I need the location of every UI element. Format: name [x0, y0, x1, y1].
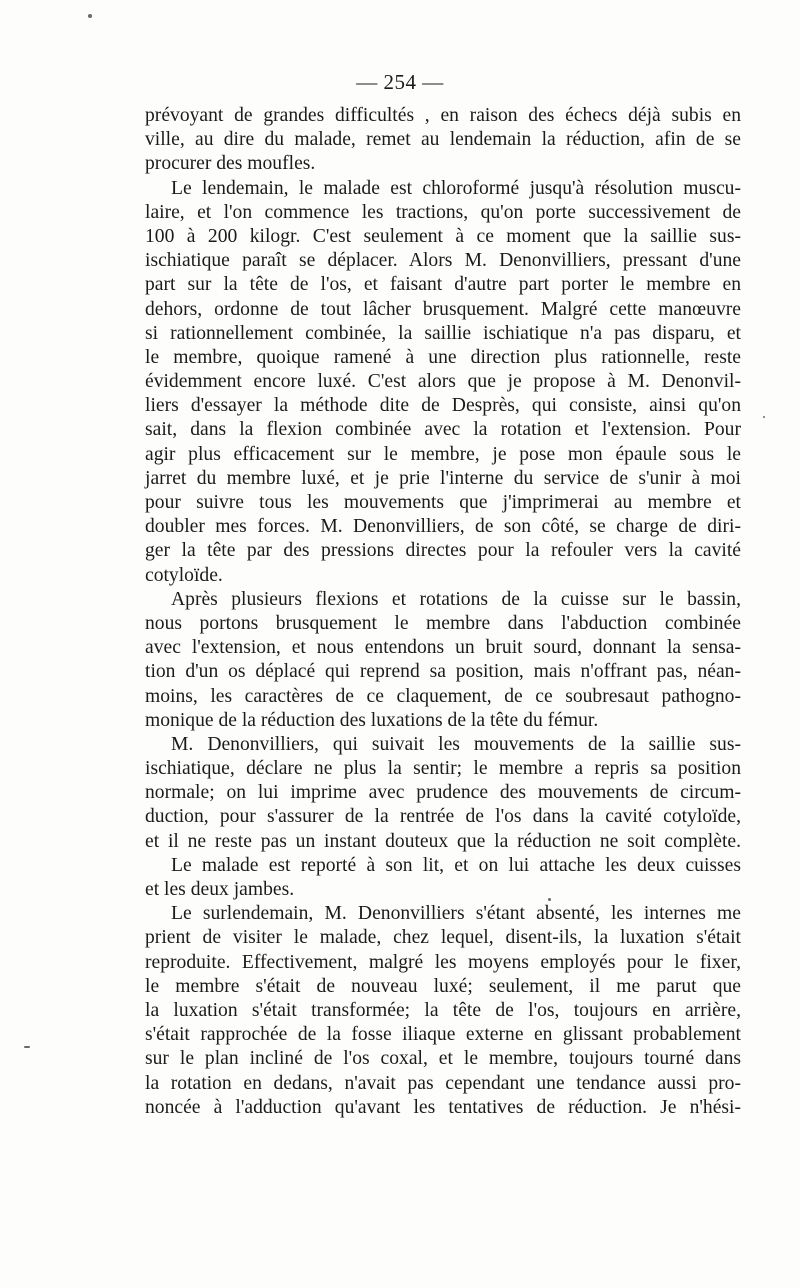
text-line: Le lendemain, le malade est chloroformé jusqu'à résolution muscu-: [171, 177, 741, 199]
text-line: nous portons brusquement le membre dans l'abduction combinée: [145, 612, 741, 634]
text-line: liers d'essayer la méthode dite de Desprès, qui consiste, ainsi qu'on: [145, 395, 741, 417]
text-line: et il ne reste pas un instant douteux que la réduction ne soit complète.: [145, 830, 741, 852]
text-line: 100 à 200 kilogr. C'est seulement à ce moment que la saillie sus-: [145, 225, 741, 247]
text-line: prévoyant de grandes difficultés , en raison des échecs déjà subis en: [145, 105, 741, 126]
text-line: et les deux jambes.: [145, 879, 295, 900]
text-line: noncée à l'adduction qu'avant les tentatives de réduction. Je n'hési-: [145, 1096, 741, 1118]
text-line: duction, pour s'assurer de la rentrée de l'os dans la cavité cotyloïde,: [145, 806, 741, 828]
text-line: sait, dans la flexion combinée avec la rotation et l'extension. Pour: [145, 419, 741, 441]
text-line: jarret du membre luxé, et je prie l'interne du service de s'unir à moi: [145, 467, 741, 489]
body-text: [145, 104, 741, 1120]
ink-speck: [88, 14, 92, 18]
text-line: pour suivre tous les mouvements que j'imprimerai au membre et: [145, 492, 741, 513]
text-line: dehors, ordonne de tout lâcher brusquement. Malgré cette manœuvre: [145, 298, 741, 320]
ink-speck: [24, 1046, 30, 1048]
text-line: cotyloïde.: [145, 564, 223, 586]
text-line: monique de la réduction des luxations de la tête du fémur.: [145, 709, 599, 731]
text-line: doubler mes forces. M. Denonvilliers, de son côté, se charge de diri-: [145, 516, 741, 538]
text-line: tion d'un os déplacé qui reprend sa position, mais n'offrant pas, néan-: [145, 661, 741, 683]
text-line: sur le plan incliné de l'os coxal, et le membre, toujours tourné dans: [145, 1048, 741, 1070]
text-line: normale; on lui imprime avec prudence des mouvements de circum-: [145, 782, 741, 804]
text-line: la rotation en dedans, n'avait pas cependant une tendance aussi pro-: [145, 1072, 741, 1094]
text-line: Le surlendemain, M. Denonvilliers s'étant absenté, les internes me: [171, 903, 741, 925]
text-line: ischiatique paraît se déplacer. Alors M. Denonvilliers, pressant d'une: [145, 250, 741, 272]
text-line: Le malade est reporté à son lit, et on lui attache les deux cuisses: [171, 854, 741, 876]
text-line: le membre, quoique ramené à une direction plus rationnelle, reste: [145, 346, 741, 368]
text-line: M. Denonvilliers, qui suivait les mouvements de la saillie sus-: [171, 733, 741, 755]
text-line: part sur la tête de l'os, et faisant d'autre part porter le membre en: [145, 274, 741, 296]
page-number: — 254 —: [356, 70, 444, 94]
text-line: si rationnellement combinée, la saillie ischiatique n'a pas disparu, et: [145, 322, 741, 344]
text-line: le membre s'était de nouveau luxé; seulement, il me parut que: [145, 975, 741, 997]
text-line: moins, les caractères de ce claquement, de ce soubresaut pathogno-: [145, 685, 741, 707]
text-line: reproduite. Effectivement, malgré les moyens employés pour le fixer,: [145, 951, 741, 973]
text-line: procurer des moufles.: [145, 153, 316, 175]
ink-speck: [763, 416, 765, 418]
text-line: s'était rapprochée de la fosse iliaque externe en glissant probablement: [145, 1024, 741, 1046]
text-line: avec l'extension, et nous entendons un bruit sourd, donnant la sensa-: [145, 637, 741, 659]
text-line: ville, au dire du malade, remet au lendemain la réduction, afin de se: [145, 129, 741, 151]
text-line: évidemment encore luxé. C'est alors que je propose à M. Denonvil-: [145, 371, 741, 393]
text-line: Après plusieurs flexions et rotations de la cuisse sur le bassin,: [171, 588, 741, 610]
text-line: prient de visiter le malade, chez lequel, disent-ils, la luxation s'était: [145, 927, 741, 949]
ink-speck: [548, 898, 551, 901]
text-line: agir plus efficacement sur le membre, je pose mon épaule sous le: [145, 443, 741, 465]
text-line: laire, et l'on commence les tractions, qu'on porte successivement de: [145, 201, 741, 223]
text-line: ischiatique, déclare ne plus la sentir; le membre a repris sa position: [145, 758, 741, 780]
text-line: la luxation s'était transformée; la tête de l'os, toujours en arrière,: [145, 999, 741, 1021]
text-line: ger la tête par des pressions directes pour la refouler vers la cavité: [145, 540, 741, 562]
